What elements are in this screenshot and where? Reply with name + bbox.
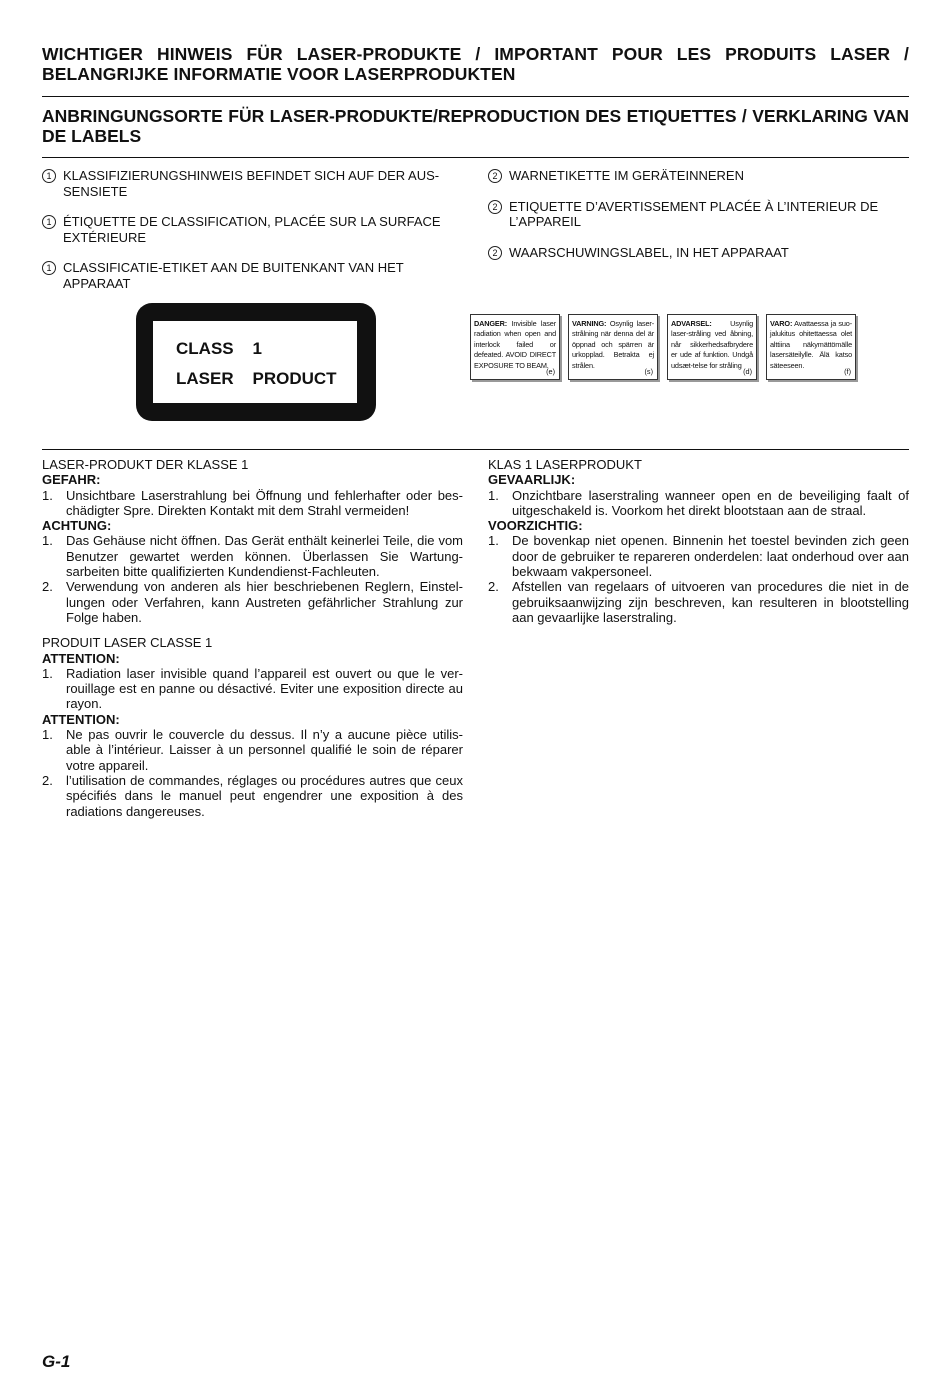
warning-title: ADVARSEL: xyxy=(671,319,712,328)
warning-title: VARNING: xyxy=(572,319,607,328)
page-number: G-1 xyxy=(42,1352,71,1371)
divider-labels xyxy=(42,157,909,158)
list-item: 1. De bovenkap niet openen. Binnenin het toestel bevinden zich geen door de gebruiker te repareren onderdelen: laat onderhoud over aan bekwaam vakpersoneel. xyxy=(488,533,909,580)
list-item: 1. Unsichtbare Laserstrahlung bei Öffnung und fehlerhafter oder bes-chädigter Spre. Direkten Kontakt mit dem Strahl vermeiden! xyxy=(42,487,463,518)
section-title: KLAS 1 LASERPRODUKT xyxy=(488,457,642,472)
subheading: GEVAARLIJK: xyxy=(488,472,576,488)
circled-number-icon: 2 xyxy=(488,169,502,183)
right-text-column xyxy=(488,457,909,625)
warning-text: Usynlig laser-stråling ved åbning, når sikkerhedsafbrydere er ude af funktion. Undgå udsæt-telse for stråling xyxy=(671,319,753,370)
list-item: 1. Radiation laser invisible quand l’appareil est ouvert ou que le ver-rouillage est en panne ou désactivé. Eviter une exposition directe au rayon. xyxy=(42,665,463,712)
list-item: 2. Verwendung von anderen als hier beschriebenen Reglern, Einstel-lungen oder Verfahren, kann Austreten gefährlicher Strahlung zur Folge haben. xyxy=(42,579,463,625)
location-text: WARNETIKETTE IM GERÄTEINNEREN xyxy=(509,168,744,183)
class-1-laser-label xyxy=(136,303,376,421)
location-text: KLASSIFIZIERUNGSHINWEIS BEFINDET SICH AUF DER AUS-SENSIETE xyxy=(63,168,440,199)
list-item: 2. l’utilisation de commandes, réglages ou procédures autres que ceux spécifiés dans le manuel peut engendrer une exposition à des radiations dangereuses. xyxy=(42,772,463,819)
circled-number-icon: 1 xyxy=(42,169,56,183)
dutch-section xyxy=(488,457,909,625)
location-item xyxy=(488,245,913,261)
location-text: ÉTIQUETTE DE CLASSIFICATION, PLACÉE SUR LA SURFACE EXTÉRIEURE xyxy=(63,214,441,245)
warning-label-finnish xyxy=(766,314,856,380)
class-label-inner xyxy=(153,321,357,403)
subheading: ACHTUNG: xyxy=(42,518,112,534)
location-item xyxy=(42,214,467,245)
divider-body xyxy=(42,449,909,450)
location-item xyxy=(42,260,467,291)
divider-top xyxy=(42,96,909,97)
main-heading: WICHTIGER HINWEIS FÜR LASER-PRODUKTE / IMPORTANT POUR LES PRODUITS LASER / BELANGRIJKE INFORMATIE VOOR LASERPRODUKTEN xyxy=(42,44,909,84)
warning-code: (s) xyxy=(644,367,653,376)
warning-code: (f) xyxy=(844,367,851,376)
list-item: 2. Afstellen van regelaars of uitvoeren van procedures die niet in de gebruiksaanwijzing zijn beschreven, kan resulteren in blootstelling aan gevaarlijke laserstraling. xyxy=(488,579,909,625)
list-item: 1. Das Gehäuse nicht öffnen. Das Gerät enthält keinerlei Teile, die vom Benutzer gewartet werden können. Überlassen Sie Wartung-sarbeiten bitte qualifizierten Kundendienst-Fachleuten. xyxy=(42,533,463,580)
circled-number-icon: 1 xyxy=(42,215,56,229)
location-text: WAARSCHUWINGSLABEL, IN HET APPARAAT xyxy=(509,244,789,260)
circled-number-icon: 1 xyxy=(42,261,56,275)
circled-number-icon: 2 xyxy=(488,200,502,214)
list-item: 1. Onzichtbare laserstraling wanneer open en de beveiliging faalt of uitgeschakeld is. Voorkom het direkt blootstaan aan de straal. xyxy=(488,487,909,518)
class-label-line2: LASER PRODUCT xyxy=(176,369,337,388)
warning-text: Avattaessa ja suo-jalukitus ohitettaessa olet alttiina näkymättömälle lasersäteilylle. Älä katso säteeseen. xyxy=(770,319,852,370)
location-text: ETIQUETTE D’AVERTISSEMENT PLACÉE À L’INTERIEUR DE L’APPAREIL xyxy=(509,198,879,229)
subheading: VOORZICHTIG: xyxy=(488,518,583,534)
warning-label-swedish xyxy=(568,314,658,380)
location-item xyxy=(42,168,467,199)
warning-title: VARO: xyxy=(770,319,793,328)
label-locations-outside xyxy=(42,168,467,306)
french-section xyxy=(42,635,463,819)
subheading: GEFAHR: xyxy=(42,472,101,488)
subheading: ATTENTION: xyxy=(42,711,120,727)
class-label-line1: CLASS 1 xyxy=(176,339,262,358)
warning-code: (d) xyxy=(743,367,752,376)
list-item: 1. Ne pas ouvrir le couvercle du dessus. Il n’y a aucune pièce utilis-able à l’intérieur. Laisser à un personnel qualifié le soin de réparer votre appareil. xyxy=(42,727,463,773)
warning-label-english xyxy=(470,314,560,380)
location-item xyxy=(488,199,913,230)
labels-heading: ANBRINGUNGSORTE FÜR LASER-PRODUKTE/REPRODUCTION DES ETIQUETTES / VERKLARING VAN DE LABELS xyxy=(42,106,909,146)
german-section xyxy=(42,457,463,625)
subheading: ATTENTION: xyxy=(42,650,120,666)
section-title: LASER-PRODUKT DER KLASSE 1 xyxy=(42,457,249,472)
warning-title: DANGER: xyxy=(474,319,508,328)
location-item xyxy=(488,168,913,184)
warning-text: Osynlig laser-strålning när denna del är öppnad och spärren är urkopplad. Betrakta ej strålen. xyxy=(572,319,654,370)
warning-code: (e) xyxy=(546,367,555,376)
label-locations-inside xyxy=(488,168,913,275)
left-text-column xyxy=(42,457,463,819)
warning-label-danish xyxy=(667,314,757,380)
circled-number-icon: 2 xyxy=(488,246,502,260)
location-text: CLASSIFICATIE-ETIKET AAN DE BUITENKANT VAN HET APPARAAT xyxy=(63,260,404,291)
warning-text: Invisible laser radiation when open and interlock failed or defeated. AVOID DIRECT EXPOSURE TO BEAM. xyxy=(474,319,556,370)
section-title: PRODUIT LASER CLASSE 1 xyxy=(42,635,213,651)
